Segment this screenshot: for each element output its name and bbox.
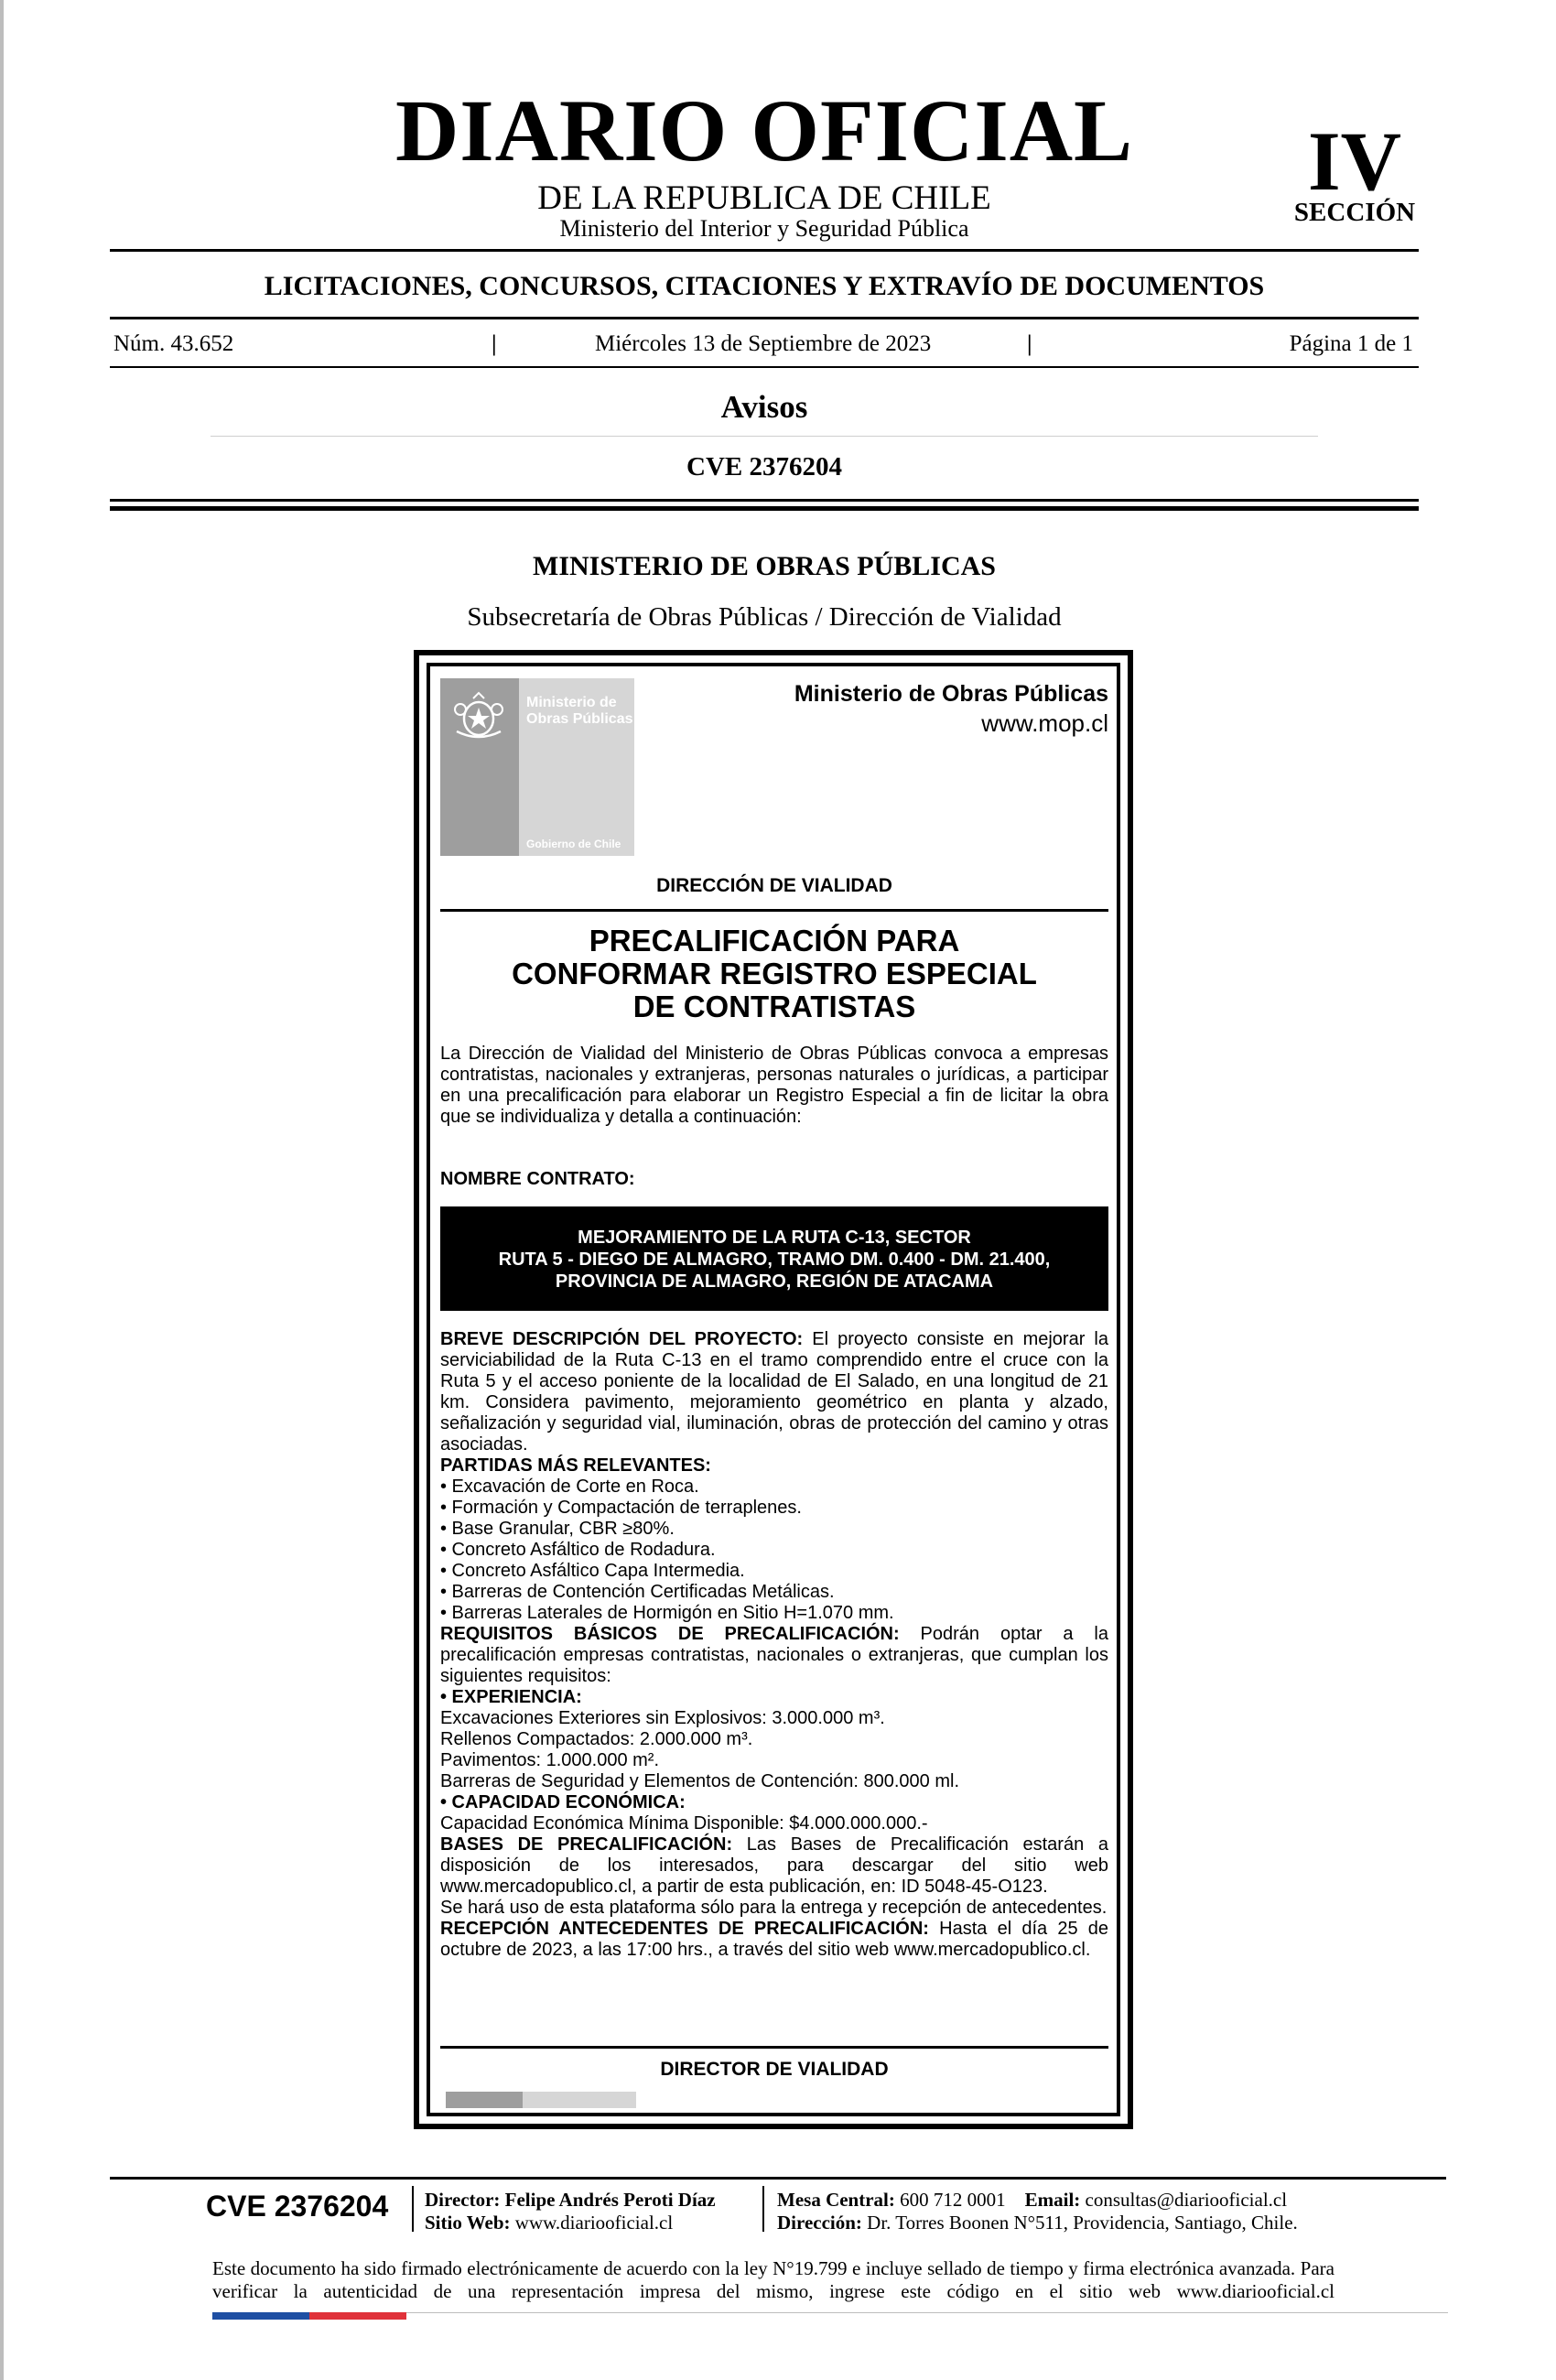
- footer-website-link[interactable]: www.diariooficial.cl: [510, 2212, 674, 2234]
- list-item: • Barreras Laterales de Hormigón en Sitio H=1.070 mm.: [440, 1603, 894, 1623]
- contract-label: NOMBRE CONTRATO:: [440, 1169, 635, 1189]
- masthead-title: DIARIO OFICIAL: [394, 81, 1134, 179]
- list-item: Excavaciones Exteriores sin Explosivos: 3.000.000 m³.: [440, 1708, 885, 1728]
- masthead-subtitle: DE LA REPUBLICA DE CHILE: [537, 179, 991, 217]
- direction-label: DIRECCIÓN DE VIALIDAD: [656, 875, 892, 896]
- list-item: • Concreto Asfáltico Capa Intermedia.: [440, 1561, 745, 1581]
- footer-separator: [762, 2186, 764, 2232]
- issue-page: Página 1 de 1: [1289, 331, 1413, 356]
- signature: DIRECTOR DE VIALIDAD: [660, 2059, 889, 2080]
- page-edge: [0, 0, 4, 2380]
- footer-separator: [412, 2186, 414, 2232]
- logo-bar-dark: [446, 2092, 523, 2108]
- list-item: • Base Granular, CBR ≥80%.: [440, 1519, 675, 1539]
- platform-text: Se hará uso de esta plataforma sólo para la entrega y recepción de antecedentes.: [440, 1898, 1108, 1918]
- footer-cve-code: CVE 2376204: [206, 2190, 389, 2223]
- flag-stripe-blue: [212, 2312, 309, 2320]
- masthead-ministry: Ministerio del Interior y Seguridad Pública: [559, 215, 969, 242]
- issue-separator: |: [1027, 331, 1032, 356]
- footer-director: Director: Felipe Andrés Peroti Díaz: [425, 2189, 716, 2211]
- direction-rule: [440, 909, 1108, 912]
- footer-website: Sitio Web: www.diariooficial.cl: [425, 2212, 674, 2234]
- double-rule-thick: [110, 506, 1419, 511]
- footer-legal-notice: Este documento ha sido firmado electrónicamente de acuerdo con la ley N°19.799 e incluye sellado de tiempo y firma electrónica avanzada. Para verificar la autenticidad de una representación impresa del mismo, ingrese este código en el sitio web www.diariooficial.cl: [212, 2257, 1334, 2302]
- coat-of-arms-icon: [449, 691, 508, 744]
- logo-government: Gobierno de Chile: [526, 838, 621, 850]
- double-rule-thin: [110, 499, 1419, 502]
- mop-url: www.mop.cl: [981, 709, 1108, 737]
- notice-title: PRECALIFICACIÓN PARA CONFORMAR REGISTRO ESPECIAL DE CONTRATISTAS: [512, 924, 1037, 1023]
- notices-title: Avisos: [720, 389, 808, 425]
- notices-divider: [211, 436, 1318, 437]
- intro-paragraph: La Dirección de Vialidad del Ministerio de Obras Públicas convoca a empresas contratistas, nacionales y extranjeras, personas naturales o jurídicas, a participar en una precalificación para elaborar un Registro Especial a fin de licitar la obra que se individualiza y detalla a continuación:: [440, 1044, 1108, 1127]
- footer-address: Dirección: Dr. Torres Boonen N°511, Providencia, Santiago, Chile.: [777, 2212, 1298, 2234]
- list-item: • Formación y Compactación de terraplenes.: [440, 1498, 802, 1518]
- logo-bar-light: [523, 2092, 636, 2108]
- contract-name-box: MEJORAMIENTO DE LA RUTA C-13, SECTOR RUTA 5 - DIEGO DE ALMAGRO, TRAMO DM. 0.400 - DM. 21.400, PROVINCIA DE ALMAGRO, REGIÓN DE ATACAMA: [440, 1206, 1108, 1311]
- cve-code: CVE 2376204: [686, 452, 842, 481]
- signature-rule: [440, 2046, 1108, 2049]
- header-rule-bottom: [110, 366, 1419, 368]
- flag-stripe-red: [309, 2312, 406, 2320]
- experience-label: • EXPERIENCIA:: [440, 1687, 582, 1707]
- ministry-subtitle: Subsecretaría de Obras Públicas / Dirección de Vialidad: [467, 602, 1062, 632]
- mop-name: Ministerio de Obras Públicas: [794, 681, 1108, 707]
- capacity-text: Capacidad Económica Mínima Disponible: $4.000.000.000.-: [440, 1813, 928, 1834]
- section-number: IV: [1307, 114, 1402, 208]
- footer-email-link[interactable]: consultas@diariooficial.cl: [1080, 2189, 1288, 2211]
- list-item: • Excavación de Corte en Roca.: [440, 1477, 699, 1497]
- ministry-name: MINISTERIO DE OBRAS PÚBLICAS: [533, 551, 996, 581]
- header-rule-middle: [110, 317, 1419, 319]
- header-rule-top: [110, 249, 1419, 252]
- footer-rule: [110, 2177, 1446, 2180]
- list-item: Barreras de Seguridad y Elementos de Contención: 800.000 ml.: [440, 1771, 960, 1791]
- list-item: • Concreto Asfáltico de Rodadura.: [440, 1540, 716, 1560]
- capacity-label: • CAPACIDAD ECONÓMICA:: [440, 1792, 686, 1812]
- logo-dark-panel: [440, 678, 519, 856]
- list-item: Pavimentos: 1.000.000 m².: [440, 1750, 660, 1770]
- issue-number: Núm. 43.652: [113, 331, 234, 356]
- section-label: SECCIÓN: [1293, 198, 1416, 227]
- section-band-title: LICITACIONES, CONCURSOS, CITACIONES Y EXTRAVÍO DE DOCUMENTOS: [264, 271, 1265, 301]
- project-description: BREVE DESCRIPCIÓN DEL PROYECTO: El proyecto consiste en mejorar la serviciabilidad de la Ruta C-13 en el tramo comprendido entre el cruce con la Ruta 5 y el acceso poniente de la localidad de El Salado, en una longitud de 21 km. Considera pavimento, mejoramiento geométrico en planta y alzado, señalización y seguridad vial, iluminación, obras de protección del camino y otras asociadas. PARTIDAS MÁS RELEVANTES: • Excavación de Corte en Roca. • Formación y Compactación de terraplenes. • Base Granular, CBR ≥80%. • Concreto Asfáltico de Rodadura. • Concreto Asfáltico Capa Intermedia. • Barreras de Contención Certificadas Metálicas. • Barreras Laterales de Hormigón en Sitio H=1.070 mm. REQUISITOS BÁSICOS DE PRECALIFICACIÓN: Podrán optar a la precalificación empresas contratistas, nacionales o extranjeras, que cumplan los siguientes requisitos: • EXPERIENCIA: Excavaciones Exteriores sin Explosivos: 3.000.000 m³. Rellenos Compactados: 2.000.000 m³. Pavimentos: 1.000.000 m². Barreras de Seguridad y Elementos de Contención: 800.000 ml. • CAPACIDAD ECONÓMICA: Capacidad Económica Mínima Disponible: $4.000.000.000.- BASES DE PRECALIFICACIÓN: Las Bases de Precalificación estarán a disposición de los interesados, para descargar del sitio web www.mercadopublico.cl, a partir de esta publicación, en: ID 5048-45-O123. Se hará uso de esta plataforma sólo para la entrega y recepción de antecedentes. RECEPCIÓN ANTECEDENTES DE PRECALIFICACIÓN: Hasta el día 25 de octubre de 2023, a las 17:00 hrs., a través del sitio web www.mercadopublico.cl.: [440, 1329, 1109, 1960]
- list-item: Rellenos Compactados: 2.000.000 m³.: [440, 1729, 753, 1749]
- issue-date: Miércoles 13 de Septiembre de 2023: [595, 331, 932, 356]
- list-item: • Barreras de Contención Certificadas Metálicas.: [440, 1582, 835, 1602]
- items-label: PARTIDAS MÁS RELEVANTES:: [440, 1455, 711, 1476]
- issue-separator: |: [492, 331, 497, 356]
- mop-logo: [440, 678, 634, 856]
- logo-text: Ministerio de Obras Públicas: [526, 695, 633, 727]
- footer-contact: Mesa Central: 600 712 0001 Email: consultas@diariooficial.cl: [777, 2189, 1288, 2211]
